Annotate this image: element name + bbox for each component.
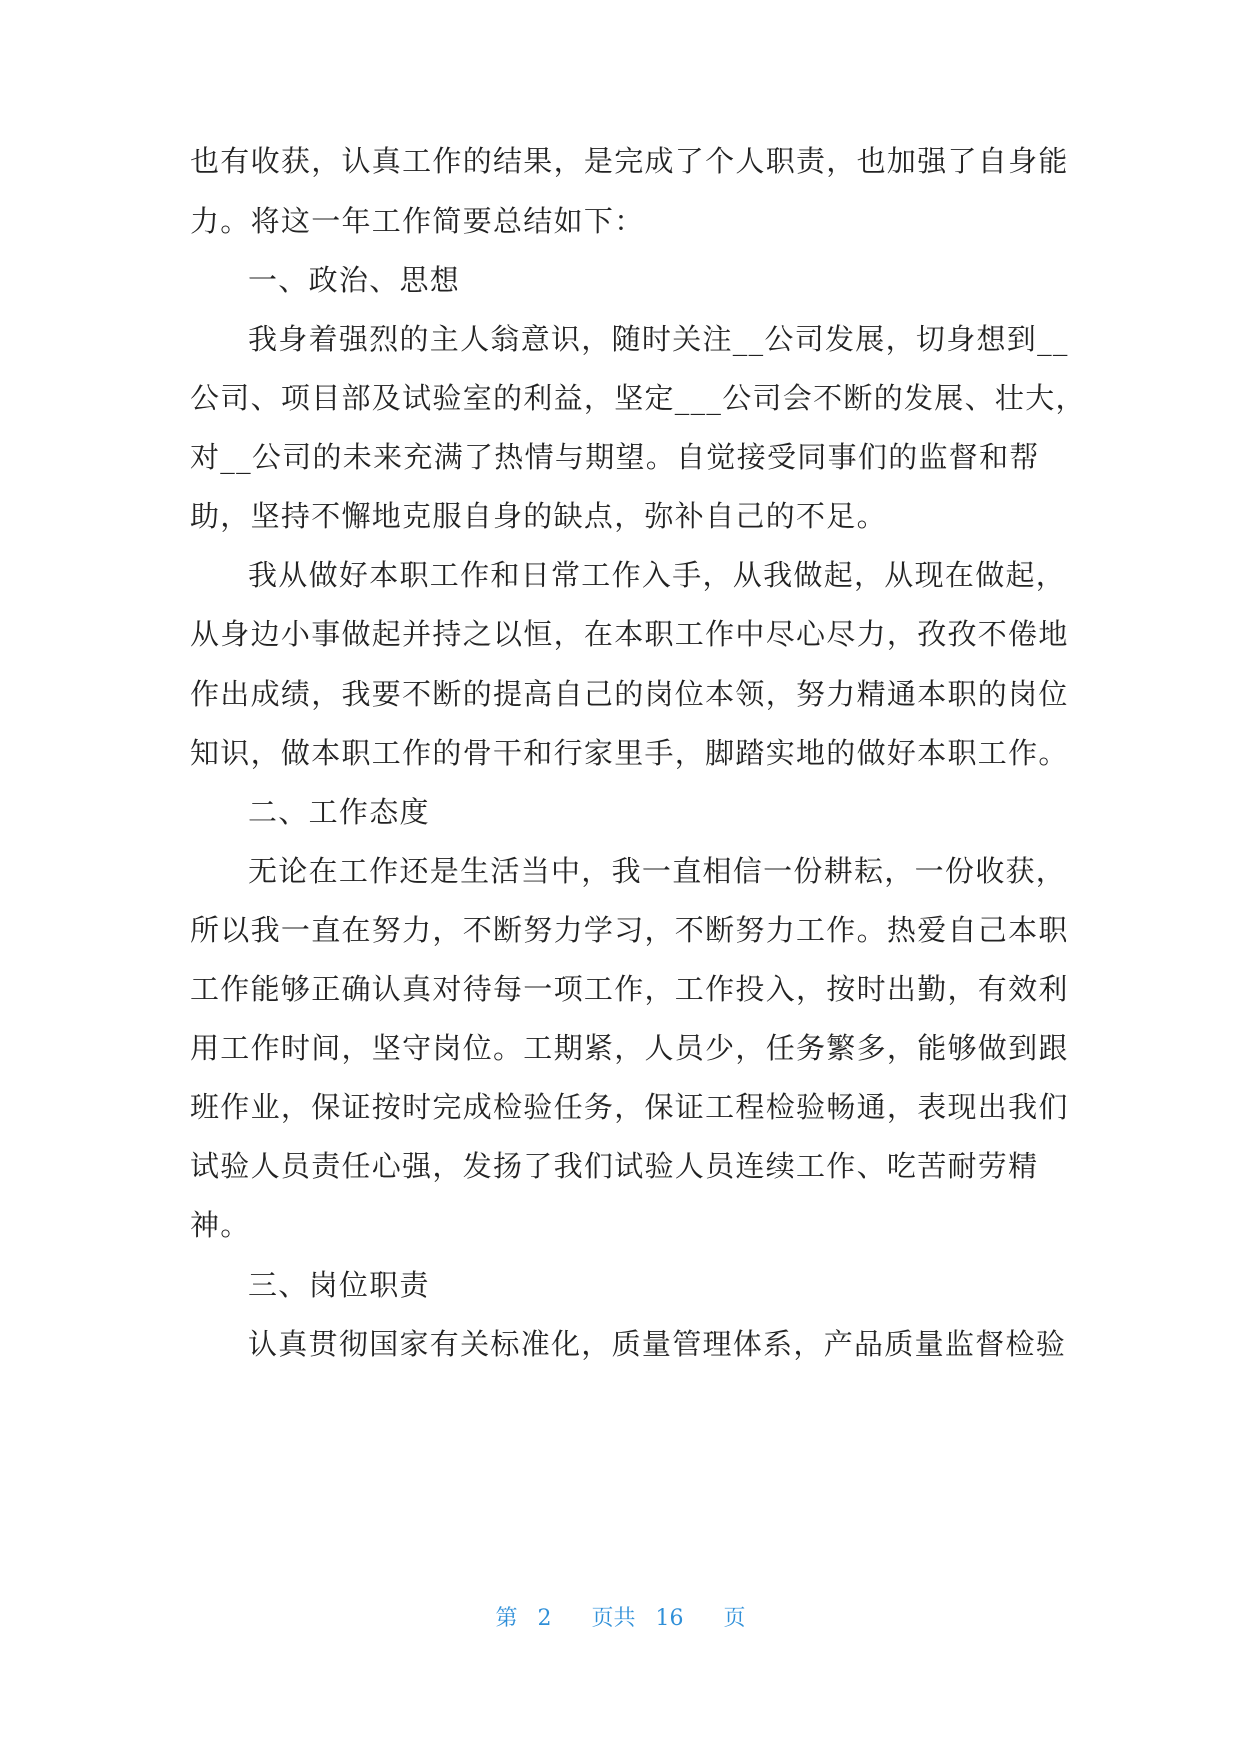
text-line: 我身着强烈的主人翁意识，随时关注__公司发展，切身想到__ <box>248 322 1069 356</box>
section-heading: 二、工作态度 <box>248 795 430 829</box>
footer-prefix: 第 <box>495 1606 518 1631</box>
text-line: 对__公司的未来充满了热情与期望。自觉接受同事们的监督和帮 <box>190 440 1040 474</box>
text-line: 用工作时间，坚守岗位。工期紧，人员少，任务繁多，能够做到跟 <box>190 1031 1069 1065</box>
section-heading: 三、岗位职责 <box>248 1268 430 1302</box>
text-line: 班作业，保证按时完成检验任务，保证工程检验畅通，表现出我们 <box>190 1090 1069 1124</box>
text-line: 无论在工作还是生活当中，我一直相信一份耕耘，一份收获， <box>248 854 1067 888</box>
text-line: 神。 <box>190 1208 251 1242</box>
current-page-number: 2 <box>537 1606 552 1631</box>
page-footer <box>0 1604 1241 1634</box>
total-pages-number: 16 <box>655 1606 684 1631</box>
text-line: 力。将这一年工作简要总结如下： <box>190 204 645 238</box>
text-line: 工作能够正确认真对待每一项工作，工作投入，按时出勤，有效利 <box>190 972 1069 1006</box>
footer-suffix: 页 <box>723 1606 746 1631</box>
text-line: 也有收获，认真工作的结果，是完成了个人职责，也加强了自身能 <box>190 144 1069 178</box>
text-line: 从身边小事做起并持之以恒，在本职工作中尽心尽力，孜孜不倦地 <box>190 617 1069 651</box>
text-line: 公司、项目部及试验室的利益，坚定___公司会不断的发展、壮大， <box>190 381 1086 415</box>
text-line: 试验人员责任心强，发扬了我们试验人员连续工作、吃苦耐劳精 <box>190 1149 1039 1183</box>
text-line: 所以我一直在努力，不断努力学习，不断努力工作。热爱自己本职 <box>190 913 1069 947</box>
text-line: 认真贯彻国家有关标准化，质量管理体系，产品质量监督检验 <box>248 1327 1067 1361</box>
text-line: 知识，做本职工作的骨干和行家里手，脚踏实地的做好本职工作。 <box>190 736 1069 770</box>
section-heading: 一、政治、思想 <box>248 263 461 297</box>
text-line: 作出成绩，我要不断的提高自己的岗位本领，努力精通本职的岗位 <box>190 677 1069 711</box>
text-line: 助，坚持不懈地克服自身的缺点，弥补自己的不足。 <box>190 499 887 533</box>
footer-middle: 页共 <box>591 1606 636 1631</box>
text-line: 我从做好本职工作和日常工作入手，从我做起，从现在做起， <box>248 558 1067 592</box>
